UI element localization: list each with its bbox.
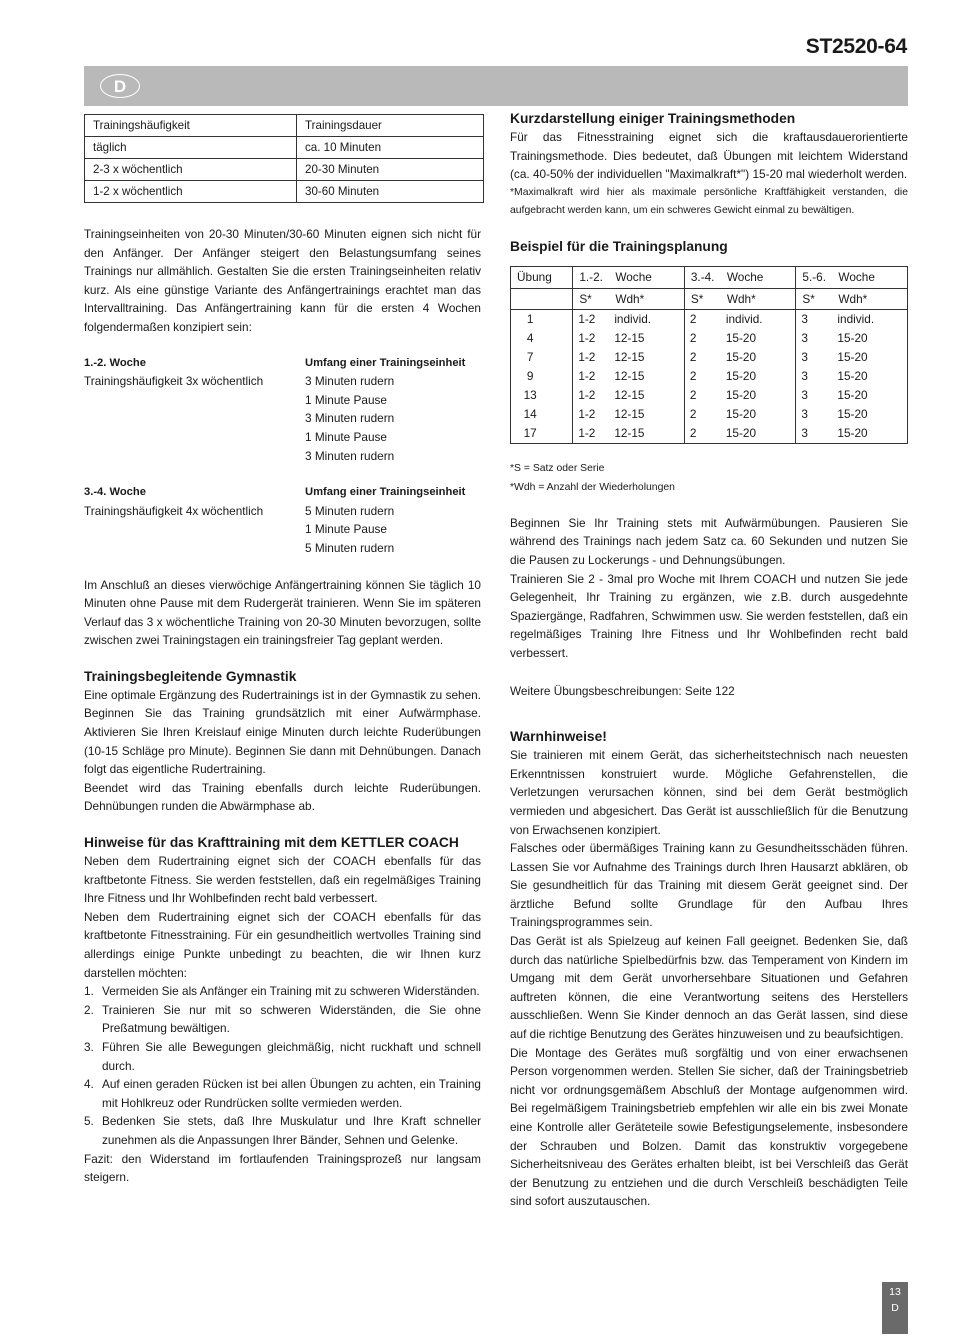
- table-row: [511, 367, 908, 386]
- left-column: [84, 114, 481, 1187]
- step-item: 5 Minuten rudern: [305, 503, 395, 518]
- table-cell: 1-2 12-15: [573, 367, 685, 386]
- table-cell: 1-2 12-15: [573, 329, 685, 348]
- table-cell: 1-2 12-15: [573, 386, 685, 405]
- page-number-tab: [882, 1282, 908, 1334]
- page-number: 13: [889, 1286, 901, 1298]
- week-volume-heading: Umfang einer Trainingseinheit: [305, 486, 466, 499]
- model-number: ST2520-64: [805, 35, 907, 58]
- step-item: 1 Minute Pause: [305, 392, 387, 407]
- table-cell: 2 15-20: [684, 405, 796, 424]
- week-1-2-block: [84, 354, 481, 466]
- list-number: 5.: [84, 1114, 94, 1129]
- table-cell: 7: [511, 348, 573, 367]
- table-header-cell: 3.-4. Woche: [684, 266, 796, 288]
- list-item: [84, 1001, 481, 1038]
- table-cell: 2 15-20: [684, 348, 796, 367]
- table-header-cell: 5.-6. Woche: [796, 266, 908, 288]
- language-badge: D: [100, 74, 140, 98]
- list-item: [84, 1038, 481, 1075]
- training-plan-table: [510, 266, 908, 444]
- table-cell: 3 individ.: [796, 309, 908, 329]
- table-cell: 14: [511, 405, 573, 424]
- methods-footnote: *Maximalkraft wird hier als maximale persönliche Kraftfähigkeit verstanden, die aufgebracht werden kann, um ein schweres Gewicht einmal zu bewältigen.: [510, 186, 908, 216]
- table-row: [511, 348, 908, 367]
- table-header-row: [511, 266, 908, 288]
- strength-list: [84, 982, 481, 1149]
- table-note: *Wdh = Anzahl der Wiederholungen: [510, 481, 675, 493]
- plan-heading: Beispiel für die Trainingsplanung: [510, 238, 728, 254]
- list-number: 1.: [84, 984, 94, 999]
- warnings-heading: Warnhinweise!: [510, 729, 607, 745]
- warning-paragraph: Falsches oder übermäßiges Training kann zu Gesundheitsschäden führen. Lassen Sie vor Aufnahme des Trainings durch Ihren Hausarzt abklären, ob Sie gesundheitlich für das Training mit diesem Gerät geeignet sind. Der ärztliche Befund sollte Grundlage für den Aufbau Ihres Trainingsprogrammes sein.: [510, 841, 908, 930]
- week-frequency: Trainingshäufigkeit 3x wöchentlich: [84, 374, 264, 389]
- table-cell: S* Wdh*: [573, 288, 685, 309]
- list-item: [84, 982, 481, 1001]
- language-band: [84, 66, 908, 106]
- step-item: 3 Minuten rudern: [305, 374, 395, 389]
- begin-paragraph: Beginnen Sie Ihr Training stets mit Aufwärmübungen. Pausieren Sie während des Trainings nach jedem Satz ca. 60 Sekunden und nutzen Sie die Pausen zu Lockerungs - und Dehnungsübungen.: [510, 515, 908, 567]
- table-cell: täglich: [85, 137, 297, 159]
- step-item: 5 Minuten rudern: [305, 540, 395, 555]
- strength-paragraph: Neben dem Rudertraining eignet sich der COACH ebenfalls für das kraftbetonte Fitness. Sie werden feststellen, daß ein regelmäßiges Training Ihre Fitness und Ihr Wohlbefinden recht bald verbessert.: [84, 854, 481, 906]
- gymnastics-heading: Trainingsbegleitende Gymnastik: [84, 668, 297, 684]
- table-header-cell: Übung: [511, 266, 573, 288]
- step-item: 3 Minuten rudern: [305, 411, 395, 426]
- table-subheader-row: [511, 288, 908, 309]
- frequency-table: [84, 114, 484, 203]
- list-text: Bedenken Sie stets, daß Ihre Muskulatur und Ihre Kraft schneller zunehmen als die Anpassungen Ihrer Bänder, Sehnen und Gelenke.: [102, 1114, 481, 1147]
- week-steps: [305, 502, 481, 558]
- table-cell: 2 15-20: [684, 367, 796, 386]
- table-cell: 4: [511, 329, 573, 348]
- list-item: [84, 1075, 481, 1112]
- warning-paragraph: Die Montage des Gerätes muß sorgfältig und von einer erwachsenen Person vorgenommen werden. Stellen Sie sicher, daß der Trainingsbetrieb nicht vor ordnungsgemäßem Abschluß der Montage aufgenommen wird. Bei regelmäßigem Trainingsbetrieb empfehlen wir alle ein bis zwei Monate eine Kontrolle aller Geräteteile sowie Befestigungselemente, insbesondere der Schrauben und Bolzen. Damit das konstruktiv vorgegebene Sicherheitsniveau des Gerätes erhalten bleibt, ist bei Verschleiß das Gerät der Benutzung zu entziehen und die durch Verschleiß beschädigten Teile sind sofort auszutauschen.: [510, 1045, 908, 1209]
- intro-paragraph: Trainingseinheiten von 20-30 Minuten/30-60 Minuten eignen sich nicht für den Anfänger. Der Anfänger steigert den Belastungsumfang seines Trainings nur allmählich. Gestalten Sie die ersten Trainingseinheiten relativ kurz. Als eine günstige Variante des Anfängertrainings erachtet man das Intervalltraining. Das Anfängertraining kann für die ersten 4 Wochen folgendermaßen konzipiert sein:: [84, 227, 481, 334]
- list-text: Führen Sie alle Bewegungen gleichmäßig, nicht ruckhaft und schnell durch.: [102, 1039, 481, 1073]
- list-number: 2.: [84, 1002, 94, 1017]
- table-row: [511, 386, 908, 405]
- list-item: [84, 1112, 481, 1149]
- table-note: *S = Satz oder Serie: [510, 462, 605, 474]
- table-cell: 2-3 x wöchentlich: [85, 159, 297, 181]
- table-cell: 3 15-20: [796, 405, 908, 424]
- table-row: [85, 181, 484, 203]
- more-exercises-line: Weitere Übungsbeschreibungen: Seite 122: [510, 683, 735, 698]
- table-cell: 1-2 12-15: [573, 424, 685, 444]
- table-cell: 1: [511, 309, 573, 329]
- table-cell: 2 15-20: [684, 386, 796, 405]
- methods-paragraph: Für das Fitnesstraining eignet sich die kraftausdauerorientierte Trainingsmethode. Dies bedeutet, daß Übungen mit leichtem Widerstand (ca. 40-50% der individuellen "Maximalkraft*") 15-20 mal wiederholt werden.: [510, 130, 908, 182]
- table-cell: Trainingshäufigkeit: [85, 115, 297, 137]
- strength-heading: Hinweise für das Krafttraining mit dem KETTLER COACH: [84, 835, 459, 851]
- table-cell: 3 15-20: [796, 348, 908, 367]
- table-cell: 13: [511, 386, 573, 405]
- table-cell: 3 15-20: [796, 424, 908, 444]
- list-number: 3.: [84, 1039, 94, 1054]
- after-beginner-paragraph: Im Anschluß an dieses vierwöchige Anfängertraining können Sie täglich 10 Minuten ohne Pause mit dem Rudergerät trainieren. Wenn Sie im späteren Verlauf das 3 x wöchentliche Training von 20-30 Minuten bevorzugen, sollte zwischen zwei Trainingstagen ein trainingsfreier Tag geplant werden.: [84, 577, 481, 648]
- list-text: Vermeiden Sie als Anfänger ein Training mit zu schweren Widerständen.: [102, 984, 480, 999]
- table-cell: 30-60 Minuten: [297, 181, 484, 203]
- week-frequency: Trainingshäufigkeit 4x wöchentlich: [84, 503, 264, 518]
- list-text: Auf einen geraden Rücken ist bei allen Übungen zu achten, ein Training mit Hohlkreuz oder Rundrücken sollte vermieden werden.: [102, 1077, 481, 1110]
- warning-paragraph: Das Gerät ist als Spielzeug auf keinen Fall geeignet. Bedenken Sie, daß durch das natürliche Spielbedürfnis bzw. das Temperament von Kindern im Umgang mit dem Gerät unvorhersehbare Situationen und Gefahren auftreten können, die eine Verantwortung seitens des Herstellers ausschließen. Wenn Sie Kinder dennoch an das Gerät lassen, sind diese auf die richtige Benutzung des Gerätes hinzuweisen und zu beaufsichtigen.: [510, 934, 908, 1042]
- gymnastics-paragraph: Eine optimale Ergänzung des Rudertrainings ist in der Gymnastik zu sehen. Beginnen Sie das Training grundsätzlich mit einer Aufwärmphase. Aktivieren Sie Ihren Kreislauf einige Minuten durch leichte Ruderübungen (10-15 Schläge pro Minute). Beginnen Sie dann mit Dehnübungen. Danach folgt das eigentliche Rudertraining.: [84, 687, 481, 777]
- table-cell: 1-2 12-15: [573, 348, 685, 367]
- table-cell: Trainingsdauer: [297, 115, 484, 137]
- strength-paragraph: Neben dem Rudertraining eignet sich der COACH ebenfalls für das kraftbetonte Fitnesstraining. Für ein gesundheitlich wertvolles Training sind allerdings einige Punkte unbedingt zu beachten, die wir Ihnen kurz darstellen möchten:: [84, 909, 481, 980]
- table-cell: 3 15-20: [796, 367, 908, 386]
- table-cell: 17: [511, 424, 573, 444]
- table-cell: 9: [511, 367, 573, 386]
- table-cell: 20-30 Minuten: [297, 159, 484, 181]
- table-cell: S* Wdh*: [684, 288, 796, 309]
- step-item: 3 Minuten rudern: [305, 448, 395, 463]
- step-item: 1 Minute Pause: [305, 522, 387, 537]
- training-paragraph: Trainieren Sie 2 - 3mal pro Woche mit Ihrem COACH und nutzen Sie jede Gelegenheit, Ihr Training zu ergänzen, wie z.B. durch ausgedehnte Spaziergänge, Radfahren, Schwimmen usw. Sie werden feststellen, daß ein regelmäßiges Training Ihre Fitness und Ihr Wohlbefinden recht bald verbessert.: [510, 571, 908, 660]
- step-item: 1 Minute Pause: [305, 429, 387, 444]
- table-header-cell: 1.-2. Woche: [573, 266, 685, 288]
- table-cell: 3 15-20: [796, 329, 908, 348]
- right-column: [510, 110, 908, 1211]
- table-cell: 2 individ.: [684, 309, 796, 329]
- table-row: [511, 309, 908, 329]
- conclusion-paragraph: Fazit: den Widerstand im fortlaufenden Trainingsprozeß nur langsam steigern.: [84, 1151, 481, 1185]
- week-steps: [305, 372, 481, 465]
- table-row: [511, 405, 908, 424]
- gymnastics-paragraph: Beendet wird das Training ebenfalls durch leichte Ruderübungen. Dehnübungen runden die Abwärmphase ab.: [84, 780, 481, 814]
- table-cell: 2 15-20: [684, 424, 796, 444]
- table-row: [85, 159, 484, 181]
- table-row: [85, 115, 484, 137]
- table-cell: S* Wdh*: [796, 288, 908, 309]
- table-cell: 1-2 individ.: [573, 309, 685, 329]
- week-3-4-block: [84, 483, 481, 557]
- week-title: 3.-4. Woche: [84, 486, 146, 499]
- table-cell: ca. 10 Minuten: [297, 137, 484, 159]
- week-volume-heading: Umfang einer Trainingseinheit: [305, 356, 466, 369]
- table-cell: 2 15-20: [684, 329, 796, 348]
- methods-heading: Kurzdarstellung einiger Trainingsmethoden: [510, 111, 796, 126]
- list-text: Trainieren Sie nur mit so schweren Widerständen, die Sie ohne Preßatmung bewältigen.: [102, 1002, 481, 1036]
- table-cell: 1-2 12-15: [573, 405, 685, 424]
- table-row: [511, 424, 908, 444]
- table-cell: 1-2 x wöchentlich: [85, 181, 297, 203]
- table-cell: [511, 288, 573, 309]
- page-language: D: [891, 1302, 899, 1314]
- table-row: [85, 137, 484, 159]
- table-row: [511, 329, 908, 348]
- table-cell: 3 15-20: [796, 386, 908, 405]
- warning-paragraph: Sie trainieren mit einem Gerät, das sicherheitstechnisch nach neuesten Erkenntnissen konstruiert wurde. Mögliche Gefahrenstellen, die Verletzungen verursachen können, sind bei dem Gerät bestmöglich vermieden und abgesichert. Das Gerät ist ausschließlich für die Benutzung von Erwachsenen konzipiert.: [510, 748, 908, 837]
- week-title: 1.-2. Woche: [84, 356, 146, 369]
- table-body: [511, 309, 908, 443]
- list-number: 4.: [84, 1077, 94, 1092]
